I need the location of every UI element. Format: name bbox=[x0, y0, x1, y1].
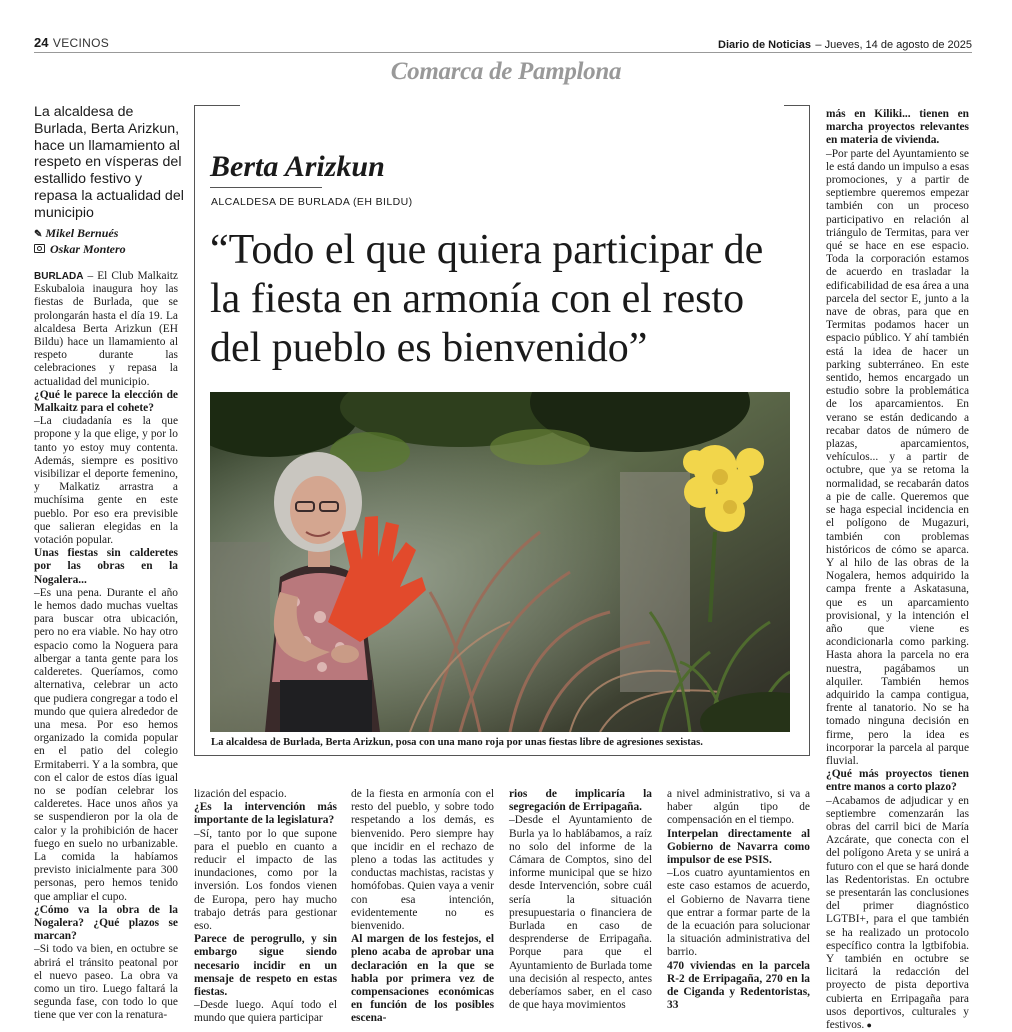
end-of-article-dot: ● bbox=[864, 1020, 872, 1031]
issue-date: Jueves, 14 de agosto de 2025 bbox=[824, 39, 972, 51]
photo-caption: La alcaldesa de Burlada, Berta Arizkun, posa con una mano roja por unas fiestas libre de agresiones sexistas. bbox=[211, 737, 703, 748]
article-column-3 bbox=[351, 788, 494, 1026]
camera-icon bbox=[34, 244, 45, 253]
dateline-place: BURLADA bbox=[34, 271, 84, 282]
pen-icon: ✎ bbox=[34, 229, 43, 240]
name-rule bbox=[210, 187, 322, 188]
section-label: VECINOS bbox=[52, 36, 110, 50]
interviewee-name: Berta Arizkun bbox=[210, 150, 385, 183]
dateline-text: – El Club Malkaitz Eskubaloia inaugura hoy las fiestas de Burlada, que se prolongarán hasta el día 19. La alcaldesa Berta Arizkun (EH Bildu) hace un llamamiento al respeto durante las celebraciones y repasa la actualidad del municipio. bbox=[34, 270, 178, 388]
section-banner: Comarca de Pamplona bbox=[390, 58, 622, 85]
interview-question: ¿Cómo va la obra de la Nogalera? ¿Qué plazos se marcan? bbox=[34, 903, 178, 943]
interview-answer: –Desde el Ayuntamiento de Burla ya lo hablábamos, a raíz no solo del informe de la Cámara de Comptos, sino del informe municipal que se hizo desde Intervención, sobre cuál sería la situación presupuestaria o financiera de Burlada en caso de desprenderse de Erripagaña. Porque para que el Ayuntamiento de Burlada tome una decisión al respecto, antes deberíamos saber, en el caso de que haya movimientos bbox=[509, 814, 652, 1012]
bylines bbox=[34, 226, 184, 257]
interview-answer: –Desde luego. Aquí todo el mundo que quiera participar bbox=[194, 999, 337, 1025]
page-number: 24 bbox=[34, 35, 49, 50]
article-column-4 bbox=[509, 788, 652, 1012]
photo-mayor-red-hand bbox=[210, 392, 790, 732]
article-column-6 bbox=[826, 108, 969, 1032]
article-column-5 bbox=[667, 788, 810, 1012]
headline-quote: “Todo el que quiera participar de la fiesta en armonía con el resto del pueblo es bienvenido” bbox=[210, 227, 764, 371]
interview-question: rios de implicaría la segregación de Erripagaña. bbox=[509, 788, 652, 814]
interview-question: Parece de perogrullo, y sin embargo sigue siendo necesario incidir en un mensaje de respeto en estas fiestas. bbox=[194, 933, 337, 999]
interview-answer: –Los cuatro ayuntamientos en este caso estamos de acuerdo, el Gobierno de Navarra tiene que entrar a formar parte de la de la ecuación para solucionar la situación administrativa del barrio. bbox=[667, 867, 810, 959]
interview-answer: –Acabamos de adjudicar y en septiembre comenzarán las obras del carril bici de María Azcárate, que conecta con el del polígono Areta y se unirá a futuro con el que se hará donde las Redentoristas. En octubre se presentarán las conclusiones del primer diagnóstico LGTBI+, para el que también se ha realizado un protocolo específico contra la lgtbifobia. Y también en octubre se licitará la redacción del proyecto de pista deportiva cubierta en Erripagaña para usos deportivos, culturales y festivos. ● bbox=[826, 794, 969, 1032]
photographer-name: Oskar Montero bbox=[50, 242, 126, 256]
interview-answer: de la fiesta en armonía con el resto del pueblo, y sobre todo respetando a los demás, es bienvenido. Pero siempre hay que incidir en el rechazo de pleno a todas las actitudes y conductas machistas, racistas y homófobas. Quien vaya a venir con esa intención, evidentemente no es bienvenido. bbox=[351, 788, 494, 933]
interview-question: más en Kiliki... tienen en marcha proyectos relevantes en materia de vivienda. bbox=[826, 108, 969, 147]
interview-answer: –Sí, tanto por lo que supone para el pueblo en cuanto a reducir el impacto de las inundaciones, como por la inversión. Los fondos vienen de Europa, pero hay mucho trabajo detrás para gestionar eso. bbox=[194, 827, 337, 933]
lead-paragraph: La alcaldesa de Burlada, Berta Arizkun, hace un llamamiento al respeto en vísperas del estallido festivo y repasa la actualidad del municipio bbox=[34, 104, 184, 221]
interview-question: 470 viviendas en la parcela R-2 de Erripagaña, 270 en la de Ciganda y Redentoristas, 33 bbox=[667, 959, 810, 1012]
interview-answer: a nivel administrativo, si va a haber algún tipo de compensación en el tiempo. bbox=[667, 788, 810, 827]
interview-answer: –La ciudadanía es la que propone y la que elige, y por lo tanto yo estoy muy contenta. Además, siempre es positivo visibilizar el deporte femenino, y Malkatiz arrastra a muchísima gente en este pueblo. Por eso era previsible que salieran elegidas en la votación popular. bbox=[34, 415, 178, 547]
paper-dateline: Diario de Noticias – Jueves, 14 de agosto de 2025 bbox=[718, 39, 972, 51]
interview-question: Interpelan directamente al Gobierno de Navarra como impulsor de ese PSIS. bbox=[667, 827, 810, 867]
interview-answer: –Si todo va bien, en octubre se abrirá el tránsito peatonal por el nuevo paseo. La obra va como un tiro. Luego faltará la segunda fase, con todo lo que tiene que ver con la renatura- bbox=[34, 943, 178, 1022]
interview-answer: –Es una pena. Durante el año le hemos dado muchas vueltas para buscar otra ubicación, pero no era viable. No hay otro espacio como la Noguera para albergar a tanta gente para los calderetes. Queríamos, como alternativa, celebrar un acto que pudiera congregar a todo el mundo que quiera alrededor de una mesa. Por eso hemos organizado la comida popular en el patio del colegio Ermitaberri. Y a la sombra, que con el calor de estos días igual no se podían celebrar los calderetes. Hace unos años ya se suspendieron por la ola de calor y la prohibición de hacer fuego en suelo no urbanizable. La comida la habíamos previsto inicialmente para 300 personas, pero hemos tenido que ampliar el cupo. bbox=[34, 586, 178, 903]
interview-answer: –Por parte del Ayuntamiento se le está dando un impulso a esas promociones, y a partir de septiembre queremos empezar también con un proceso participativo en relación al triángulo de Termitas, para ver qué se hace en ese espacio. Toda la corporación estamos de acuerdo en trasladar la edificabilidad de esa área a una parcela del sector E, junto a la nave de obras, para que en Termitas podamos hacer un espacio público. Y ahí también está la idea de hacer un parking subterráneo. En este sentido, hemos encargado un estudio sobre la problemática de los aparcamientos. En verano se están dedicando a recabar datos de número de plazas, aparcamientos, vehículos... y a partir de octubre, que ya se retoma la normalidad, se recabarán datos a pie de calle. Queremos que se haga especial incidencia en el polígono de Mugazuri, también con problemas históricos de cómo se aparca. Y al hilo de las obras de la Nogalera, hemos adquirido la campa frente a Askatasuna, que es un aparcamiento provisional, y la intención el año que viene es acondicionarla como parking. Hasta ahora la parcela no era nuestra, pagábamos un alquiler. También hemos adquirido la campa contigua, frente al tanatorio. No se ha tomado ninguna decisión en firme, pero la idea es incorporar la parcela al parque fluvial. bbox=[826, 147, 969, 767]
interview-question: ¿Qué le parece la elección de Malkaitz para el cohete? bbox=[34, 388, 178, 415]
photo-illustration bbox=[210, 392, 790, 732]
author-name: Mikel Bernués bbox=[45, 226, 119, 240]
interview-question: Unas fiestas sin calderetes por las obras en la Nogalera... bbox=[34, 547, 178, 586]
interview-question: ¿Es la intervención más importante de la legislatura? bbox=[194, 801, 337, 827]
paper-name: Diario de Noticias bbox=[718, 39, 811, 51]
photographer-byline bbox=[34, 242, 184, 257]
article-column-1 bbox=[34, 270, 178, 1023]
article-column-2 bbox=[194, 788, 337, 1026]
dateline-paragraph bbox=[34, 270, 178, 389]
interviewee-role: ALCALDESA DE BURLADA (EH BILDU) bbox=[211, 196, 413, 208]
interview-answer: lización del espacio. bbox=[194, 788, 287, 800]
interview-question: Al margen de los festejos, el pleno acaba de aprobar una declaración en la que se habla por primera vez de compensaciones económicas en función de los posibles escena- bbox=[351, 933, 494, 1025]
author-byline bbox=[34, 226, 184, 242]
page-header bbox=[34, 34, 972, 53]
interview-question: ¿Qué más proyectos tienen entre manos a corto plazo? bbox=[826, 768, 969, 794]
